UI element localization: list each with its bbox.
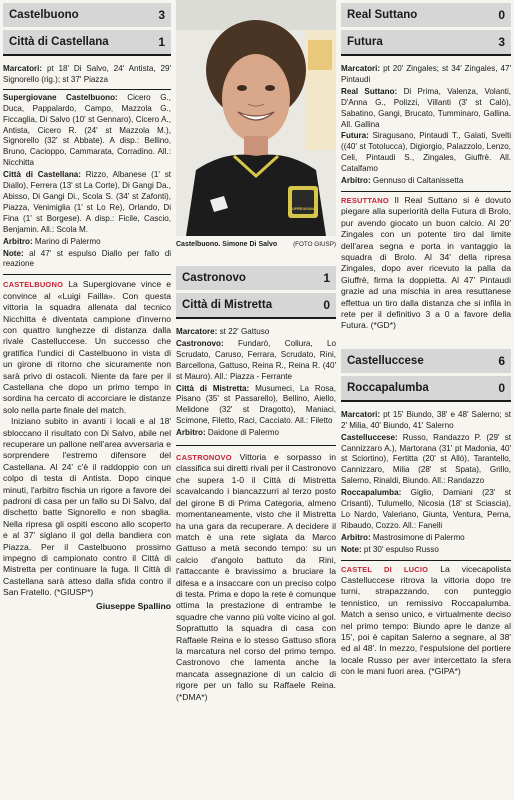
- article-castel-di-lucio: [341, 564, 511, 678]
- score-row-home: [341, 0, 511, 27]
- team-goals: 1: [323, 271, 330, 285]
- lineup-label: Real Suttano:: [341, 86, 398, 96]
- score-row-away: [341, 373, 511, 400]
- referee-label: Arbitro:: [3, 236, 33, 246]
- divider: [341, 191, 511, 192]
- scoreboard-castronovo: [176, 263, 336, 319]
- match-details: [341, 410, 511, 556]
- divider: [3, 274, 171, 275]
- team-goals: 0: [498, 380, 505, 395]
- article-author: Giuseppe Spallino: [96, 600, 171, 611]
- referee-text: Gennuso di Caltanissetta: [370, 176, 464, 186]
- lineup-label: Futura:: [341, 131, 369, 141]
- article-sign: (*GIPA*): [428, 666, 461, 677]
- score-row-away: [341, 27, 511, 54]
- match-details: [341, 64, 511, 187]
- column-castelbuono: [3, 0, 171, 612]
- player-portrait-image: [176, 0, 336, 236]
- score-row-home: [176, 263, 336, 290]
- referee-text: Marino di Palermo: [32, 236, 101, 246]
- column-castronovo: [176, 0, 336, 703]
- article-kicker: CASTRONOVO: [176, 453, 232, 463]
- lineup-label: Castronovo:: [176, 338, 224, 348]
- article-paragraph: Iniziano subito in avanti i locali e al 18' sbloccano il risultato con Di Salvo, abile nel recuperare un pallone nell'area avversaria e sorprendere l'estremo difensore del Castellana. Al 24' c'è il raddoppio con un colpo di testa di Antista. Dopo cinque minuti, l'arbitro fischia un rigore a favore dei padroni di casa per un fallo su Di Salvo, dal dischetto batte Signorello e non sbaglia. Nella ripresa gli ospiti escono allo scoperto e al 37' siglano il gol della bandiera con Piazza. Per il Castelbuono prossimo impegno di campionato contro il Città di Mistretta per continuare la fuga. Il Città di Castellana sarà atteso dalla sfida contro il San Fratello.: [3, 416, 171, 598]
- scorers-label: Marcatore:: [176, 327, 218, 336]
- team-name: Real Suttano: [347, 9, 418, 21]
- lineup-label: Roccapalumba:: [341, 488, 402, 498]
- divider: [176, 445, 336, 446]
- article-castelbuono: [3, 279, 171, 612]
- scorers-label: Marcatori:: [341, 409, 381, 419]
- article-paragraph: Vittoria e sorpasso in classifica sui diretti rivali per il Castronovo che supera 1-0 il Città di Mistretta scavalcando i biancazzurri al terzo posto del girone B di Prima Categoria, almeno momentaneamente, visto che il Mistretta ha una gara da recuperare. A decidere il match è una rete siglata da Marco Gattuso a metà secondo tempo: su un calcio d'angolo battuto da Rini, l'attaccante è bravissimo a bruciare la difesa e a insaccare con un preciso colpo di testa. Prima e dopo la rete è comunque ottima la prestazione di entrambe le squadre che vanno più volte vicino al gol. Soprattutto la squadra di casa con Raffaele Reina e lo stesso Gattuso sfiora la marcatura nel corso del primo tempo. Castronovo che lamenta anche la mancata assegnazione di un calcio di rigore per un fallo su Raffaele Reina.: [176, 452, 336, 691]
- article-sign: (*GIUSP*): [54, 587, 94, 598]
- lineup-text: Musumeci, La Rosa, Pisano (35' st Passarello), Bellino, Aiello, Melidone (32' st Dragotto), Maniaci, Scimone, Filetto, Raci, Cacciato. All.: Filetto: [176, 383, 336, 426]
- notes-label: Note:: [341, 544, 362, 554]
- lineup-label: Città di Mistretta:: [176, 383, 250, 393]
- score-row-home: [3, 0, 171, 27]
- article-paragraph: La vicecapolista Castelluccese ritrova la vittoria dopo tre turni, strapazzando, con punteggio tennistico, un remissivo Roccapalumba. Match a senso unico, e virtualmente deciso nel primo tempo: Biundo apre le danze al 15', poi è capitan Salerno a segnare, al 38' ed al 48'. In mezzo, l'espulsione del portiere locale Russo per aver intercettato la sfera con le mani fuori area.: [341, 563, 511, 677]
- article-resuttano: [341, 195, 511, 332]
- notes-text: al 47' st espulso Diallo per fallo di reazione: [3, 248, 171, 269]
- team-name: Futura: [347, 36, 383, 48]
- lineup-text: Siragusano, Pintaudi T., Galati, Svelti ((40' st Totolucca), Digiorgio, Palazzolo, Lenzo, Celi, Pintaudi S., Zingales, Giuffrè. All. Catalfamo: [341, 131, 511, 174]
- article-sign: (*GD*): [370, 320, 396, 331]
- scorers-text: pt 15' Biundo, 38' e 48' Salerno; st 2' Milia, 40' Biundo, 41' Salerno: [341, 409, 511, 430]
- referee-label: Arbitro:: [341, 532, 371, 542]
- scorers-text: pt 20' Zingales; st 34' Zingales, 47' Pintaudi: [341, 64, 511, 84]
- column-resuttano: [341, 0, 511, 678]
- score-row-away: [176, 290, 336, 317]
- scoreboard-castelbuono: [3, 0, 171, 56]
- article-kicker: CASTEL DI LUCIO: [341, 564, 429, 574]
- article-kicker: CASTELBUONO: [3, 280, 64, 290]
- team-goals: 0: [498, 8, 505, 22]
- team-goals: 6: [498, 353, 505, 368]
- article-paragraph: Il Real Suttano si è dovuto piegare alla superiorità della Futura di Brolo, pur avendo giocato un buon calcio. Al 20' Zingales con un potente tiro dal limite dell'area segna e porta in vantaggio la squadra di Brolo. Al 34' della ripresa Zingales, dopo aver ricevuto la palla da Giuffrè, firma la doppietta. Al 47' Pintaudi grazie ad una mischia in area resuttanese effettua un tiro dalla distanza che si infila in rete per il definitivo 3 a 0 a favore della Futura.: [341, 194, 511, 331]
- notes-label: Note:: [3, 248, 24, 258]
- lineup-label: Città di Castellana:: [3, 170, 81, 180]
- photo-credit: (FOTO GIUSP): [293, 241, 336, 248]
- referee-label: Arbitro:: [341, 176, 371, 186]
- lineup-text: Cicero G., Duca, Pappalardo, Campo, Mazzola G., Ficcaglia, Di Salvo (10' st Gennaro), Cicero A., Antista, Cicero R. (24' st Mazzola M.), Signorello (32' st Abbate). A disp.: Bellino, Bruno, Cacioppo, Cammarata, Corradino. All.: Nicchitta: [3, 92, 171, 168]
- lineup-text: Fundarò, Collura, Lo Scrudato, Caruso, Ferrara, Scrudato, Rini, Barcellona, Gattuso, Reina R., Reina R. (40' st Mauro). All.: Piazza - Ferrante: [176, 338, 336, 381]
- caption-text: Castelbuono. Simone Di Salvo: [176, 241, 278, 248]
- scorers-text: st 22' Gattuso: [217, 327, 270, 336]
- referee-text: Mastrosimone di Palermo: [370, 532, 465, 542]
- team-goals: 3: [158, 8, 165, 22]
- team-name: Città di Castellana: [9, 36, 109, 48]
- team-name: Castelbuono: [9, 9, 79, 21]
- photo-caption: [176, 240, 336, 249]
- team-name: Castronovo: [182, 272, 246, 284]
- article-castronovo: [176, 452, 336, 703]
- scorers-text: pt 18' Di Salvo, 24' Antista, 29' Signorello (rig.); st 37' Piazza: [3, 64, 171, 84]
- match-details: [3, 64, 171, 270]
- divider: [3, 89, 171, 90]
- score-row-away: [3, 27, 171, 54]
- team-name: Città di Mistretta: [182, 299, 273, 311]
- scorers-label: Marcatori:: [3, 64, 43, 73]
- jersey-logo-text: SUPERGIOVANE: [290, 207, 316, 211]
- referee-label: Arbitro:: [176, 428, 206, 438]
- team-goals: 3: [498, 35, 505, 49]
- divider: [341, 560, 511, 561]
- lineup-text: Giglio, Damiani (23' st Crisanti), Tulumello, Nicosia (18' st Sciascia), Lo Nardo, Valeriano, Giunta, Ventura, Perna, Ribaudo, Cozzo. All.: Fanelli: [341, 488, 511, 530]
- team-name: Castelluccese: [347, 354, 424, 367]
- lineup-label: Supergiovane Castelbuono:: [3, 92, 118, 102]
- score-row-home: [341, 346, 511, 373]
- lineup-text: Rizzo, Albanese (1' st Diallo), Ferrera (13' st La Corte), Di Gangi Da., Abisso, Di Gangi Di., Scola S. (34' st Zafonti), Piazza, Venimiglia (1' st Lo Re), Orlando, Di Fina (1' st Borgese). A disp.: Ficile, Cascio, Benjamin. All.: Scola M.: [3, 170, 171, 234]
- team-goals: 0: [323, 298, 330, 312]
- scorers-label: Marcatori:: [341, 64, 381, 73]
- scoreboard-real-suttano: [341, 0, 511, 56]
- article-kicker: RESUTTANO: [341, 195, 389, 205]
- referee-text: Daidone di Palermo: [205, 428, 280, 438]
- lineup-label: Castelluccese:: [341, 432, 398, 442]
- notes-text: pt 30' espulso Russo: [361, 544, 439, 554]
- article-sign: (*DMA*): [176, 691, 208, 702]
- scoreboard-castelluccese: [341, 346, 511, 402]
- team-goals: 1: [158, 35, 165, 49]
- match-details: [176, 327, 336, 439]
- article-paragraph: La Supergiovane vince e convince al «Luigi Failla». Con questa vittoria la squadra allenata dal tecnico Nicchitta è diventata campione d'inverno con quattro lunghezze di distanza dalla rivale Castelluccese. Un successo che gratifica l'undici di Castelbuono in vista di un girone di ritorno che sicuramente non sarà privo di ostacoli. Niente da fare per il Castellana che dopo un primo tempo in sordina ha cercato di accorciare le distanze solo nella parte finale del match.: [3, 279, 171, 415]
- team-name: Roccapalumba: [347, 381, 429, 394]
- lineup-text: Di Prima, Valenza, Volanti, D'Anna G., Polizzi, Villanti (3' st Calò), Sabatino, Gangi, Brucato, Tumminaro, Gallina. All. Gallina: [341, 86, 512, 129]
- player-photo: [176, 0, 336, 236]
- lineup-text: Russo, Randazzo P. (29' st Cannizzaro A.), Martorana (31' pt Madonia, 40' st Sciortino), Fertitta (20' st Allò), Tarantello, Cannizzaro, Milia (28' st Spata), Grillo, Salerno, Rinaldi, Biundo. All.: Randazzo: [341, 432, 511, 486]
